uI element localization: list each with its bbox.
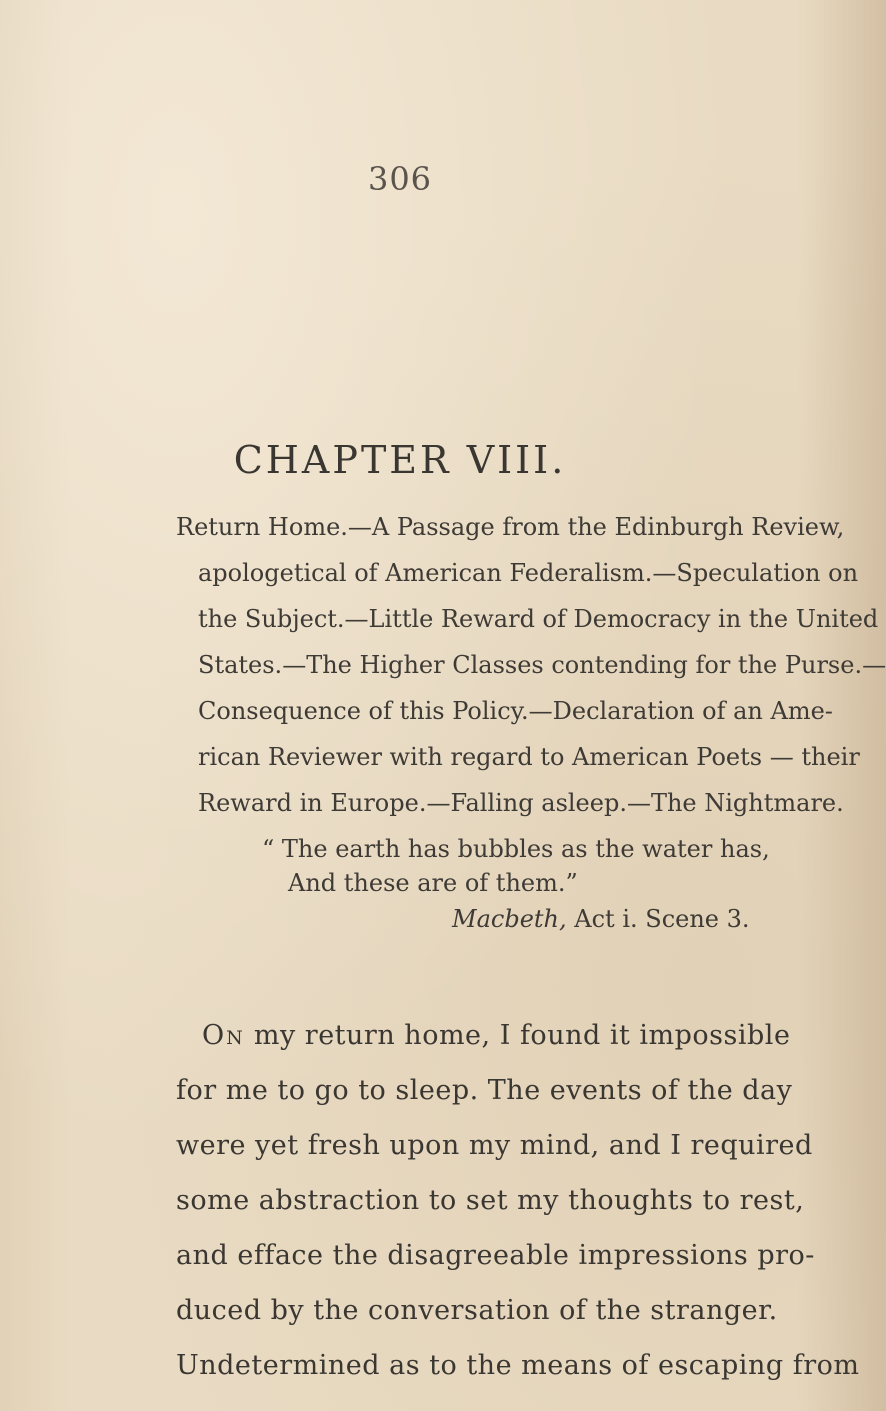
summary-line: Return Home.—A Passage from the Edinburgh Review, xyxy=(176,513,845,541)
chapter-summary xyxy=(176,504,886,826)
body-line: duced by the conversation of the stranger. xyxy=(176,1295,778,1326)
summary-line: Reward in Europe.—Falling asleep.—The Nightmare. xyxy=(198,789,844,817)
page-number: 306 xyxy=(367,160,433,198)
body-line: and efface the disagreeable impressions pro- xyxy=(176,1240,815,1271)
body-line xyxy=(176,1008,791,1063)
summary-line: Consequence of this Policy.—Declaration of an Ame- xyxy=(198,697,833,725)
chapter-title: CHAPTER VIII. xyxy=(233,438,567,482)
body-line: were yet fresh upon my mind, and I required xyxy=(176,1130,813,1161)
body-line: Undetermined as to the means of escaping from xyxy=(176,1350,860,1381)
epigraph-line: And these are of them.” xyxy=(288,869,578,897)
summary-line: rican Reviewer with regard to American Poets — their xyxy=(198,743,860,771)
drop-word: On xyxy=(202,1020,245,1051)
body-line: for me to go to sleep. The events of the day xyxy=(176,1075,793,1106)
body-line-text: my return home, I found it impossible xyxy=(253,1020,791,1051)
epigraph-reference: Act i. Scene 3. xyxy=(574,905,750,933)
summary-line: States.—The Higher Classes contending for the Purse.— xyxy=(198,651,886,679)
body-line: some abstraction to set my thoughts to rest, xyxy=(176,1185,805,1216)
epigraph-source: Macbeth, xyxy=(452,905,567,933)
epigraph-line: “ The earth has bubbles as the water has, xyxy=(262,835,770,863)
summary-line: the Subject.—Little Reward of Democracy in the United xyxy=(198,605,879,633)
summary-line: apologetical of American Federalism.—Speculation on xyxy=(198,559,859,587)
epigraph-attribution xyxy=(452,902,750,936)
body-paragraph xyxy=(176,1008,860,1393)
